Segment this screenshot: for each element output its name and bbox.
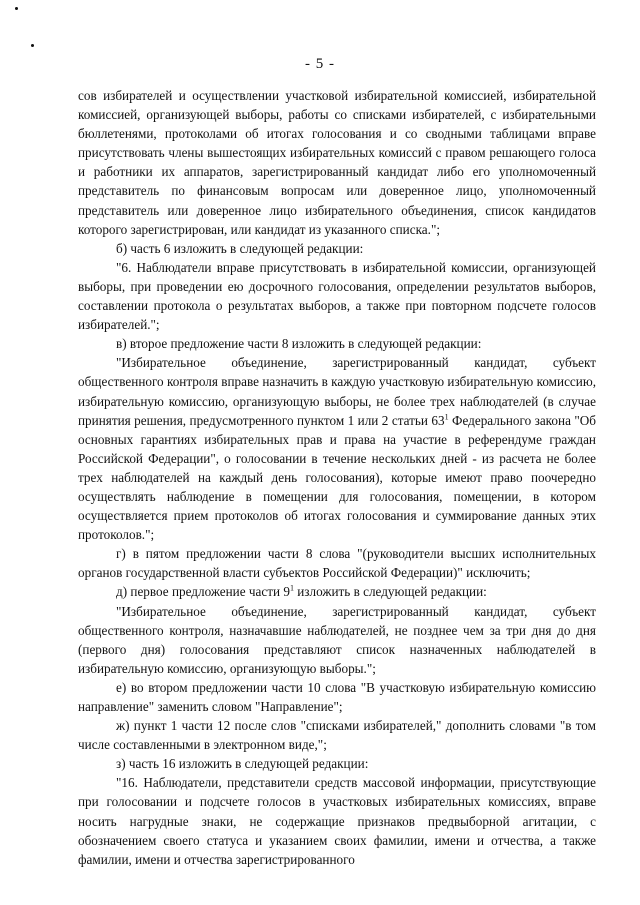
paragraph-quote-8-part2: Федерального закона "Об основных гарантиях избирательных прав и права на участие в референдуме граждан Российской Федерации", о голосовании в течение нескольких дней - из расчета не более трех наблюдателей на каждый день голосования), которые имеют право поочередно осуществлять наблюдение в помещении для голосования, помещении, в котором осуществляется прием протоколов об итогах голосования и суммирование данных этих протоколов."; xyxy=(78,412,596,543)
paragraph-item-d-part2: изложить в следующей редакции: xyxy=(293,584,487,600)
paragraph-quote-6: "6. Наблюдатели вправе присутствовать в избирательной комиссии, организующей выборы, при проведении ею досрочного голосования, определении результатов выборов, составлении протокола о результатах выборов, а также при повторном подсчете голосов избирателей."; xyxy=(78,259,596,333)
paragraph-quote-8-part1: "Избирательное объединение, зарегистрированный кандидат, субъект общественного контроля вправе назначить в каждую участковую избирательную комиссию, избирательную комиссию, организующую выборы, не более трех наблюдателей (в случае принятия решения, предусмотренного пунктом 1 или 2 статьи 63 xyxy=(78,355,596,428)
paragraph-item-g: г) в пятом предложении части 8 слова "(руководители высших исполнительных органов государственной власти субъектов Российской Федерации)" исключить; xyxy=(78,546,596,581)
paragraph-quote-16: "16. Наблюдатели, представители средств массовой информации, присутствующие при голосовании и подсчете голосов в участковых избирательных комиссиях, вправе носить нагрудные знаки, не содержащие признаков предвыборной агитации, с обозначением своего статуса и указанием своих фамилии, имени и отчества, а также фамилии, имени и отчества зарегистрированного xyxy=(78,775,596,867)
paragraph-continuation: сов избирателей и осуществлении участковой избирательной комиссией, избирательной комиссией, организующей выборы, работы со списками избирателей, с избирательными бюллетенями, протоколами об итогах голосования и со сводными таблицами вправе присутствовать члены вышестоящих избирательных комиссий с правом решающего голоса и работники их аппаратов, зарегистрированный кандидат либо его уполномоченный представитель по финансовым вопросам или доверенное лицо, уполномоченный представитель или доверенное лицо избирательного объединения, список кандидатов которого зарегистрирован, или кандидат из указанного списка."; xyxy=(78,88,596,237)
paragraph-quote-8 xyxy=(78,353,596,544)
paragraph-item-d-part1: д) первое предложение части 9 xyxy=(116,584,290,600)
page-number: - 5 - xyxy=(305,56,335,72)
superscript-article-63: 1 xyxy=(444,412,449,422)
paragraph-quote-9: "Избирательное объединение, зарегистрированный кандидат, субъект общественного контроля, назначавшие наблюдателей, не позднее чем за три дня до дня (первого дня) голосования представляют список назначенных наблюдателей в избирательную комиссию, организующую выборы."; xyxy=(78,603,596,676)
document-body xyxy=(78,86,596,869)
paragraph-item-b: б) часть 6 изложить в следующей редакции: xyxy=(116,240,364,256)
paragraph-item-v: в) второе предложение части 8 изложить в следующей редакции: xyxy=(116,336,482,352)
paragraph-item-zh: ж) пункт 1 части 12 после слов "списками избирателей," дополнить словами "в том числе составленными в электронном виде,"; xyxy=(78,718,596,753)
paragraph-item-d xyxy=(78,582,596,601)
scan-speck xyxy=(31,44,34,47)
paragraph-item-z: з) часть 16 изложить в следующей редакции: xyxy=(116,756,369,772)
scan-speck xyxy=(15,7,18,10)
paragraph-item-e: е) во втором предложении части 10 слова "В участковую избирательную комиссию направление" заменить словом "Направление"; xyxy=(78,679,596,714)
superscript-part-9: 1 xyxy=(289,584,294,594)
